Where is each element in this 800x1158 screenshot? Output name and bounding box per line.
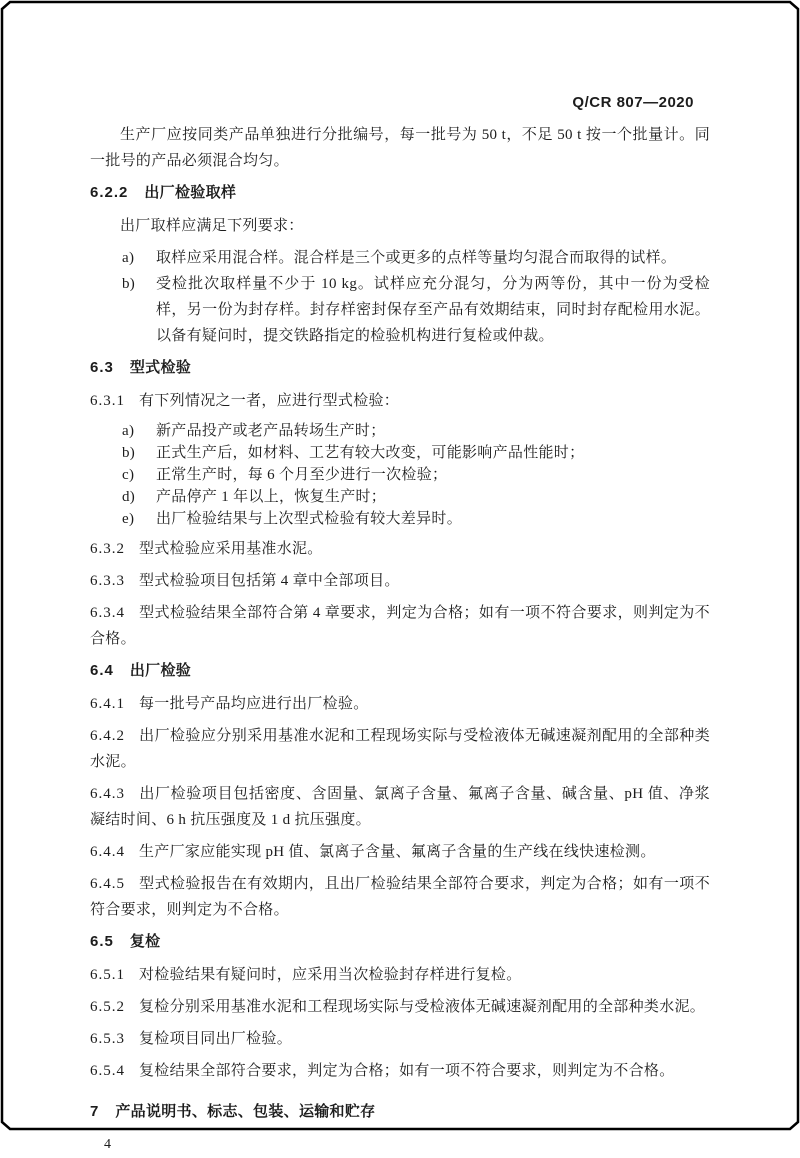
clause-number: 6.4.1 (90, 696, 125, 712)
section-heading (90, 658, 710, 684)
section-heading (90, 180, 710, 206)
list-item (90, 271, 710, 349)
clause-number: 6.4.5 (90, 876, 125, 892)
paragraph (90, 122, 710, 174)
clause-paragraph (90, 994, 710, 1020)
page-number: 4 (104, 1137, 111, 1152)
clause-number: 6.4.4 (90, 844, 125, 860)
list-item (90, 486, 710, 508)
clause-text: 生产厂家应能实现 pH 值、氯离子含量、氟离子含量的生产线在线快速检测。 (139, 844, 656, 860)
clause-paragraph (90, 600, 710, 652)
clause-text: 对检验结果有疑问时，应采用当次检验封存样进行复检。 (139, 967, 522, 983)
section-title: 产品说明书、标志、包装、运输和贮存 (115, 1103, 376, 1120)
clause-number: 6.4.2 (90, 728, 125, 744)
clause-number: 6.3.2 (90, 541, 125, 557)
clause-paragraph (90, 388, 710, 414)
list-item-marker: c) (122, 467, 135, 483)
clause-paragraph (90, 781, 710, 833)
list-item-marker: b) (122, 276, 136, 292)
clause-number: 6.2.2 (90, 184, 129, 201)
section-title: 出厂检验 (129, 662, 192, 679)
section-title: 出厂检验取样 (144, 184, 237, 201)
clause-paragraph (90, 839, 710, 865)
clause-paragraph (90, 1058, 710, 1084)
clause-text: 型式检验结果全部符合第 4 章要求，判定为合格；如有一项不符合要求，则判定为不合格。 (90, 605, 710, 647)
list-item-marker: a) (122, 423, 135, 439)
list-item-text: 产品停产 1 年以上，恢复生产时； (156, 489, 387, 505)
clause-text: 型式检验报告在有效期内，且出厂检验结果全部符合要求，判定为合格；如有一项不符合要求，则判定为不合格。 (90, 876, 710, 918)
clause-text: 生产厂应按同类产品单独进行分批编号，每一批号为 50 t，不足 50 t 按一个批量计。同一批号的产品必须混合均匀。 (90, 127, 710, 169)
standard-number-header: Q/CR 807—2020 (572, 94, 694, 111)
clause-number: 6.5.1 (90, 967, 125, 983)
clause-text: 复检项目同出厂检验。 (139, 1031, 293, 1047)
list-item-marker: e) (122, 511, 135, 527)
list-item-text: 新产品投产或老产品转场生产时； (156, 423, 386, 439)
clause-paragraph (90, 568, 710, 594)
clause-number: 6.4 (90, 662, 114, 679)
section-title: 型式检验 (129, 359, 192, 376)
list-item-text: 出厂检验结果与上次型式检验有较大差异时。 (156, 511, 463, 527)
clause-number: 6.5.2 (90, 999, 125, 1015)
clause-text: 复检分别采用基准水泥和工程现场实际与受检液体无碱速凝剂配用的全部种类水泥。 (139, 999, 706, 1015)
clause-number: 6.3.4 (90, 605, 125, 621)
section-heading (90, 929, 710, 955)
list-item (90, 442, 710, 464)
document-page (90, 90, 710, 1158)
section-title: 复检 (129, 933, 161, 950)
clause-paragraph (90, 536, 710, 562)
document-body (90, 122, 710, 1125)
clause-paragraph (90, 691, 710, 717)
clause-text: 每一批号产品均应进行出厂检验。 (139, 696, 369, 712)
clause-paragraph (90, 871, 710, 923)
list-item-text: 取样应采用混合样。混合样是三个或更多的点样等量均匀混合而取得的试样。 (156, 250, 677, 266)
clause-text: 复检结果全部符合要求，判定为合格；如有一项不符合要求，则判定为不合格。 (139, 1063, 675, 1079)
list-item (90, 420, 710, 442)
list-item (90, 245, 710, 271)
clause-number: 6.4.3 (90, 786, 125, 802)
lettered-list (90, 420, 710, 530)
clause-text: 有下列情况之一者，应进行型式检验： (139, 393, 400, 409)
list-item-text: 正式生产后，如材料、工艺有较大改变，可能影响产品性能时； (156, 445, 585, 461)
clause-text: 型式检验应采用基准水泥。 (139, 541, 323, 557)
list-item-marker: d) (122, 489, 136, 505)
clause-number: 6.3 (90, 359, 114, 376)
list-item (90, 508, 710, 530)
lettered-list (90, 245, 710, 349)
clause-number: 6.3.1 (90, 393, 125, 409)
clause-paragraph (90, 1026, 710, 1052)
clause-number: 6.3.3 (90, 573, 125, 589)
paragraph (90, 213, 710, 239)
clause-number: 6.5 (90, 933, 114, 950)
list-item-text: 受检批次取样量不少于 10 kg。试样应充分混匀，分为两等份，其中一份为受检样，另一份为封存样。封存样密封保存至产品有效期结束，同时封存配检用水泥。以备有疑问时，提交铁路指定的检验机构进行复检或仲裁。 (156, 276, 710, 344)
section-heading (90, 1099, 710, 1125)
clause-paragraph (90, 723, 710, 775)
clause-text: 出厂检验应分别采用基准水泥和工程现场实际与受检液体无碱速凝剂配用的全部种类水泥。 (90, 728, 710, 770)
clause-paragraph (90, 962, 710, 988)
list-item-marker: b) (122, 445, 136, 461)
list-item-text: 正常生产时，每 6 个月至少进行一次检验； (156, 467, 448, 483)
section-heading (90, 355, 710, 381)
clause-text: 型式检验项目包括第 4 章中全部项目。 (139, 573, 400, 589)
clause-text: 出厂检验项目包括密度、含固量、氯离子含量、氟离子含量、碱含量、pH 值、净浆凝结时间、6 h 抗压强度及 1 d 抗压强度。 (90, 786, 710, 828)
list-item-marker: a) (122, 250, 135, 266)
clause-number: 6.5.3 (90, 1031, 125, 1047)
list-item (90, 464, 710, 486)
clause-number: 7 (90, 1103, 100, 1120)
clause-text: 出厂取样应满足下列要求： (120, 218, 304, 234)
clause-number: 6.5.4 (90, 1063, 125, 1079)
